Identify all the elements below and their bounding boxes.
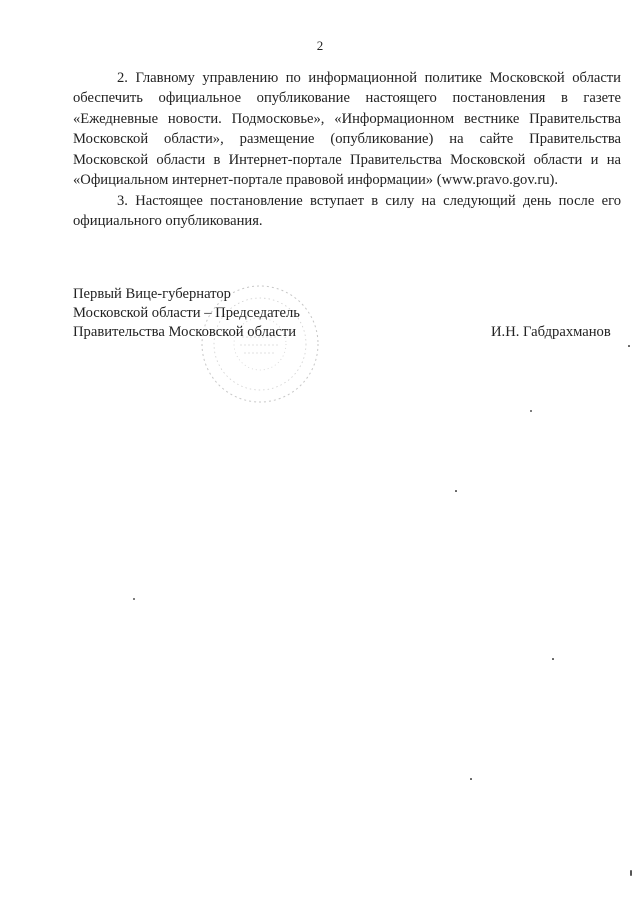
signatory-position xyxy=(73,285,300,342)
signatory-name: И.Н. Габдрахманов xyxy=(491,324,611,340)
scan-speck xyxy=(455,490,457,492)
scan-speck xyxy=(552,658,554,660)
scan-speck xyxy=(628,345,630,347)
page-number: 2 xyxy=(316,38,324,53)
signatory-position-line: Московской области – Председатель xyxy=(73,305,300,321)
paragraph-3-text: 3. Настоящее постановление вступает в силу на следующий день после его официального опубликования. xyxy=(73,193,621,230)
scan-speck xyxy=(530,410,532,412)
paragraph-2 xyxy=(73,68,621,190)
paragraph-3 xyxy=(73,191,621,232)
scan-speck xyxy=(133,598,135,600)
signatory-position-line: Правительства Московской области xyxy=(73,324,297,340)
scan-speck xyxy=(470,778,472,780)
scan-speck xyxy=(630,870,632,876)
paragraph-2-text: 2. Главному управлению по информационной политике Московской области обеспечить официальное опубликование настоящего постановления в газете «Ежедневные новости. Подмосковье», «Информационном вестнике Правительства Московской области», размещение (опубликование) на сайте Правительства Московской области в Интернет-портале Правительства Московской области и на «Официальном интернет-портале правовой информации» (www.pravo.gov.ru). xyxy=(73,70,621,189)
signatory-position-line: Первый Вице-губернатор xyxy=(73,286,231,302)
